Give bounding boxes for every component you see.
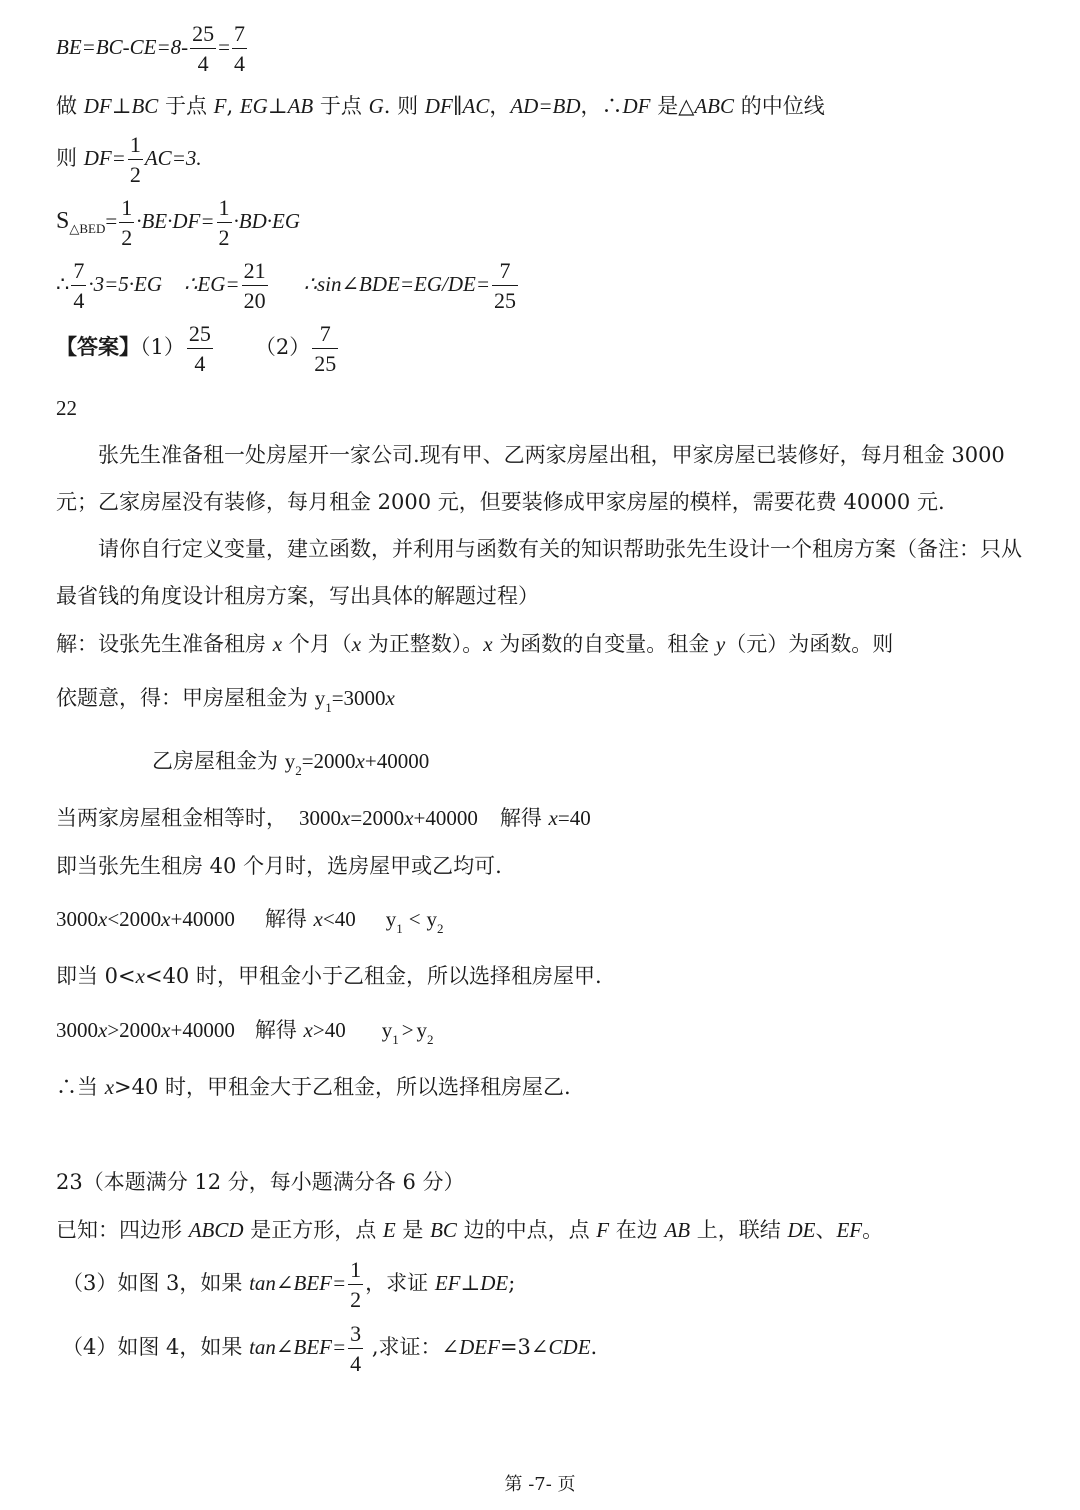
problem-22-paragraph-2: 请你自行定义变量，建立函数，并利用与函数有关的知识帮助张先生设计一个租房方案（备注：只从最省钱的角度设计租房方案，写出具体的解题过程） xyxy=(56,537,1022,608)
question-23-statement: 已知：四边形 ABCD 是正方形，点 E 是 BC 边的中点，点 F 在边 AB 上，联结 DE、EF。 xyxy=(56,1218,884,1242)
question-23-part-3: （3）如图 3，如果 tan∠BEF= $\frac{1}{2}$ ，求证 EF⊥DE; xyxy=(62,1257,516,1313)
equation-be: BE=BC-CE=8- $\frac{25}{4}$ = $\frac{7}{4}$ xyxy=(56,21,245,77)
fraction: $\frac{1}{2}$ xyxy=(218,195,230,251)
solution-line-5: 即当张先生租房 40 个月时，选房屋甲或乙均可. xyxy=(56,854,502,878)
fraction: $\frac{1}{2}$ xyxy=(129,132,141,188)
equation-df: 则 DF= $\frac{1}{2}$ AC=3. xyxy=(56,132,202,188)
fraction: $\frac{7}{4}$ xyxy=(234,21,245,77)
fraction: $\frac{7}{25}$ xyxy=(494,258,517,314)
solution-line-3: 乙房屋租金为 $y_2=2000x+40000$ xyxy=(152,749,430,778)
problem-22-paragraph-1: 张先生准备租一处房屋开一家公司.现有甲、乙两家房屋出租，甲家房屋已装修好，每月租金 3000 元；乙家房屋没有装修，每月租金 2000 元，但要装修成甲家房屋的模样，需要花费 40000 元. xyxy=(56,443,1005,514)
fraction: $\frac{1}{2}$ xyxy=(121,195,133,251)
fraction: $\frac{21}{20}$ xyxy=(243,258,266,314)
solution-line-6: 3000x<2000x+40000 解得 x<40 $y_1 < y_2$ xyxy=(56,907,444,936)
page-number: 第 -7- 页 xyxy=(504,1474,576,1495)
fraction: $\frac{7}{4}$ xyxy=(73,258,85,314)
equation-area: $S_{\triangle BED}=$ $\frac{1}{2}$ ·BE·DF= $\frac{1}{2}$ ·BD·EG xyxy=(56,195,301,251)
fraction: $\frac{7}{25}$ xyxy=(314,321,337,377)
solution-line-9: ∴当 x>40 时，甲租金大于乙租金，所以选择租房屋乙. xyxy=(56,1075,571,1099)
question-23-heading: 23（本题满分 12 分，每小题满分各 6 分） xyxy=(56,1170,465,1194)
solution-line-7: 即当 0<x<40 时，甲租金小于乙租金，所以选择租房屋甲. xyxy=(56,964,602,988)
fraction: $\frac{25}{4}$ xyxy=(188,321,211,377)
fraction: $\frac{1}{2}$ xyxy=(350,1257,362,1313)
answer-line: 【答案】（1） $\frac{25}{4}$ （2） $\frac{7}{25}$ xyxy=(56,321,337,377)
question-number-22: 22 xyxy=(56,396,77,420)
equation-eg: ∴ $\frac{7}{4}$ ·3=5·EG ∴EG= $\frac{21}{20}$ ∴sin∠BDE=EG/DE= $\frac{7}{25}$ xyxy=(56,258,517,314)
solution-line-2: 依题意，得：甲房屋租金为 $y_1=3000x$ xyxy=(56,686,395,715)
solution-line-4: 当两家房屋租金相等时， 3000x=2000x+40000 解得 x=40 xyxy=(56,806,591,830)
question-23-part-4: （4）如图 4，如果 tan∠BEF= $\frac{3}{4}$ ,求证：∠DEF=3∠CDE. xyxy=(62,1321,598,1377)
solution-line-8: 3000x>2000x+40000 解得 x>40 $y_1 > y_2$ xyxy=(56,1018,434,1047)
solution-line-1: 解：设张先生准备租房 x 个月（x 为正整数）。x 为函数的自变量。租金 y（元）为函数。则 xyxy=(56,632,894,656)
fraction: $\frac{3}{4}$ xyxy=(350,1321,362,1377)
fraction: $\frac{25}{4}$ xyxy=(192,21,215,77)
construction-text: 做 DF⊥BC 于点 F, EG⊥AB 于点 G. 则 DF∥AC，AD=BD，∴DF 是△ABC 的中位线 xyxy=(56,94,825,118)
